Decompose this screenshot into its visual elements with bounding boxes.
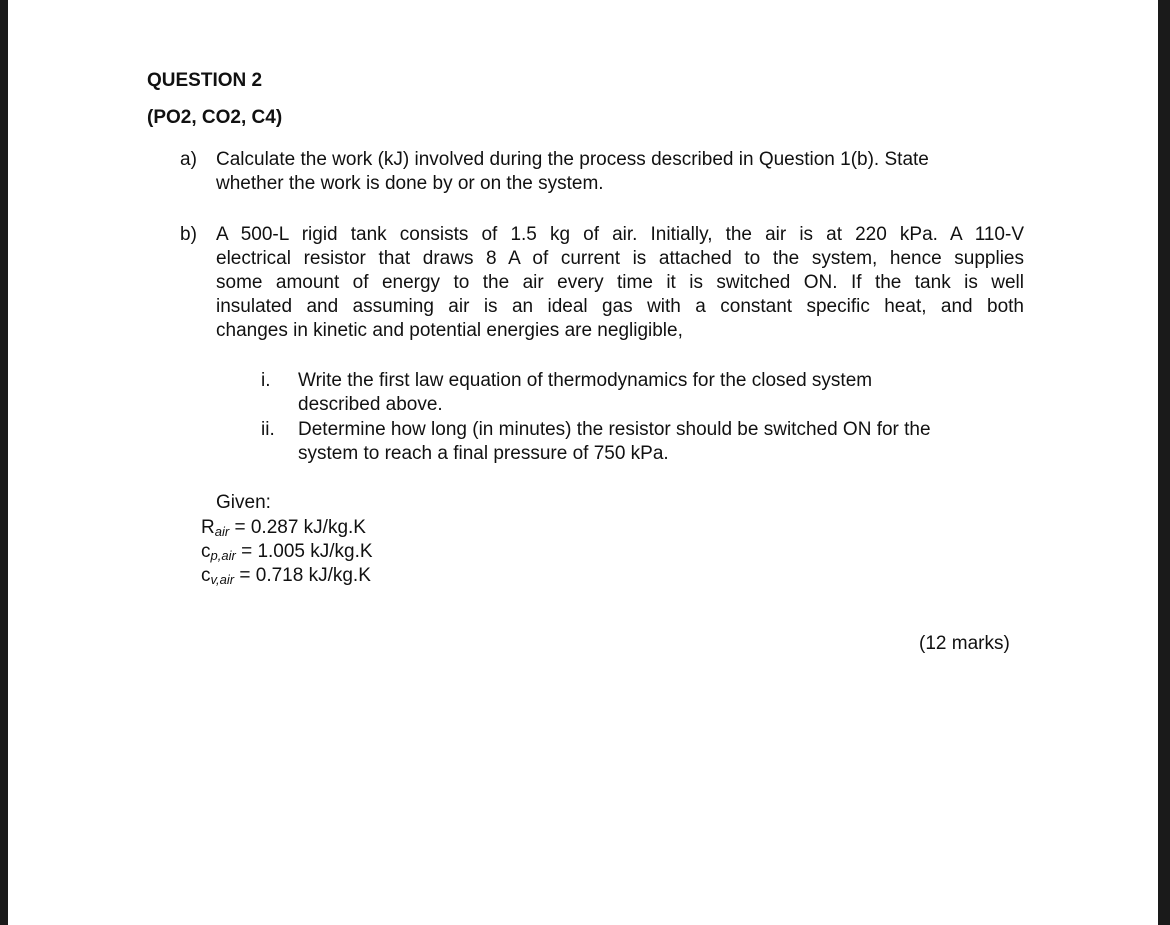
part-b-line: A 500-L rigid tank consists of 1.5 kg of air. Initially, the air is at 220 kPa. A 110-V <box>216 224 1024 245</box>
part-b-line: electrical resistor that draws 8 A of current is attached to the system, hence supplies <box>216 248 1024 269</box>
given-subscript: air <box>214 524 230 539</box>
given-item-r-air <box>201 516 366 540</box>
subitem-i-text <box>298 369 998 417</box>
given-value: = 1.005 kJ/kg.K <box>241 541 373 562</box>
subitem-i-line: described above. <box>298 394 443 415</box>
given-value: = 0.718 kJ/kg.K <box>239 565 371 586</box>
marks-label: (12 marks) <box>919 633 1010 654</box>
subitem-i-label: i. <box>261 370 271 391</box>
given-item-cv-air <box>201 564 371 588</box>
part-a-line: Calculate the work (kJ) involved during the process described in Question 1(b). State <box>216 149 929 170</box>
given-subscript: p,air <box>210 548 236 563</box>
subitem-ii-text <box>298 418 1038 466</box>
part-b-label: b) <box>180 224 197 245</box>
part-b-line: some amount of energy to the air every time it is switched ON. If the tank is well <box>216 272 1024 293</box>
subitem-ii-line: system to reach a final pressure of 750 kPa. <box>298 443 669 464</box>
subitem-i-line: Write the first law equation of thermodynamics for the closed system <box>298 370 873 391</box>
outcomes-label: (PO2, CO2, C4) <box>147 107 283 128</box>
given-title: Given: <box>216 492 271 513</box>
given-value: = 0.287 kJ/kg.K <box>234 517 366 538</box>
given-symbol: R <box>201 517 215 538</box>
part-a-line: whether the work is done by or on the system. <box>216 173 604 194</box>
given-item-cp-air <box>201 540 373 564</box>
part-a-label: a) <box>180 149 197 170</box>
part-b-line: changes in kinetic and potential energies are negligible, <box>216 320 683 341</box>
given-subscript: v,air <box>210 572 235 587</box>
part-a-text <box>216 148 1024 196</box>
given-symbol: c <box>201 541 211 562</box>
part-b-line: insulated and assuming air is an ideal gas with a constant specific heat, and both <box>216 296 1024 317</box>
part-b-text <box>216 223 1024 343</box>
given-symbol: c <box>201 565 211 586</box>
document-page <box>8 0 1158 925</box>
subitem-ii-label: ii. <box>261 419 275 440</box>
subitem-ii-line: Determine how long (in minutes) the resistor should be switched ON for the <box>298 419 931 440</box>
question-heading: QUESTION 2 <box>147 70 263 91</box>
